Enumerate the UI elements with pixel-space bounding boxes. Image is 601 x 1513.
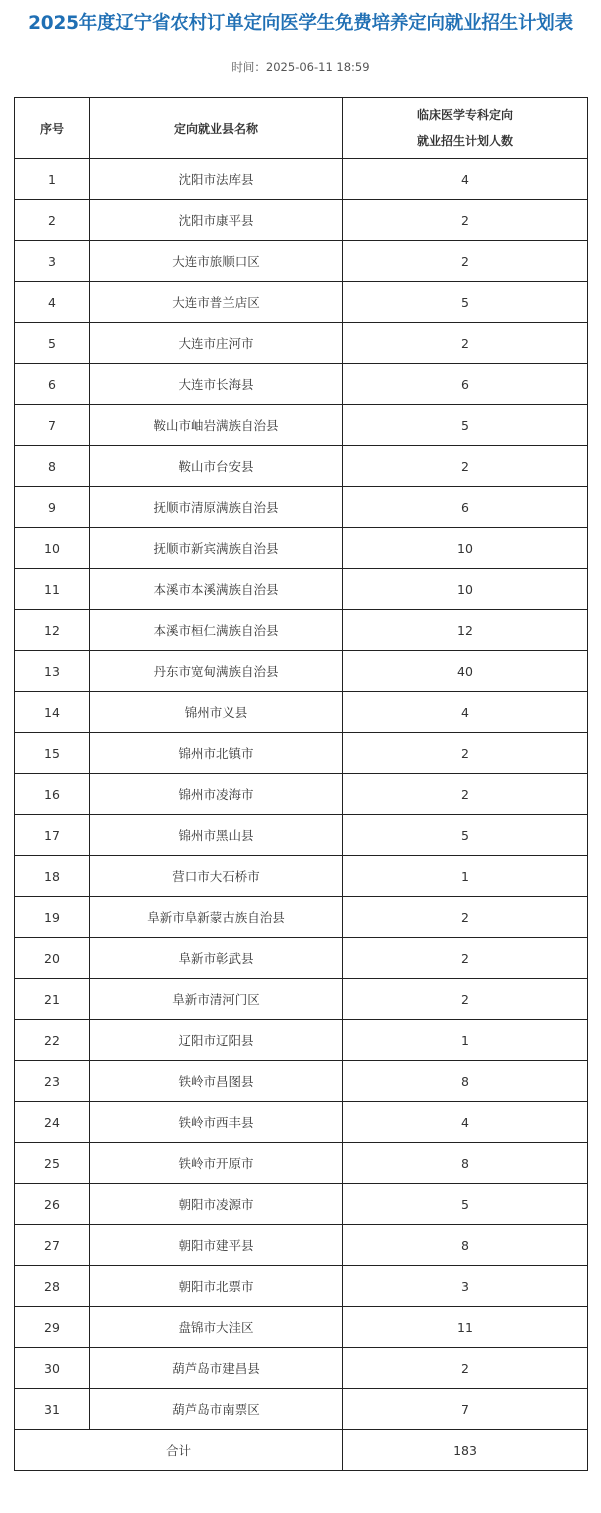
publish-time xyxy=(0,59,601,75)
row-county-name: 朝阳市凌源市 xyxy=(90,1184,343,1225)
row-county-name: 阜新市清河门区 xyxy=(90,979,343,1020)
row-county-name: 锦州市凌海市 xyxy=(90,774,343,815)
table-row xyxy=(15,979,588,1020)
row-no: 18 xyxy=(15,856,90,897)
row-county-name: 本溪市桓仁满族自治县 xyxy=(90,610,343,651)
row-plan-count: 4 xyxy=(343,159,588,200)
row-county-name: 本溪市本溪满族自治县 xyxy=(90,569,343,610)
row-no: 27 xyxy=(15,1225,90,1266)
table-header-row xyxy=(15,98,588,159)
table-row xyxy=(15,487,588,528)
row-plan-count: 2 xyxy=(343,897,588,938)
row-no: 12 xyxy=(15,610,90,651)
row-plan-count: 6 xyxy=(343,487,588,528)
table-row xyxy=(15,1184,588,1225)
row-no: 28 xyxy=(15,1266,90,1307)
row-county-name: 朝阳市建平县 xyxy=(90,1225,343,1266)
row-plan-count: 2 xyxy=(343,241,588,282)
row-no: 25 xyxy=(15,1143,90,1184)
row-county-name: 营口市大石桥市 xyxy=(90,856,343,897)
row-county-name: 锦州市黑山县 xyxy=(90,815,343,856)
row-plan-count: 40 xyxy=(343,651,588,692)
row-plan-count: 2 xyxy=(343,323,588,364)
row-plan-count: 2 xyxy=(343,979,588,1020)
row-county-name: 鞍山市台安县 xyxy=(90,446,343,487)
row-county-name: 辽阳市辽阳县 xyxy=(90,1020,343,1061)
table-row xyxy=(15,1020,588,1061)
row-no: 6 xyxy=(15,364,90,405)
table-body xyxy=(15,159,588,1471)
table-row xyxy=(15,282,588,323)
table-row xyxy=(15,774,588,815)
row-county-name: 沈阳市法库县 xyxy=(90,159,343,200)
row-no: 15 xyxy=(15,733,90,774)
row-plan-count: 10 xyxy=(343,528,588,569)
row-no: 3 xyxy=(15,241,90,282)
row-plan-count: 1 xyxy=(343,1020,588,1061)
row-county-name: 铁岭市开原市 xyxy=(90,1143,343,1184)
row-plan-count: 10 xyxy=(343,569,588,610)
row-plan-count: 6 xyxy=(343,364,588,405)
table-row xyxy=(15,1143,588,1184)
row-no: 10 xyxy=(15,528,90,569)
total-count: 183 xyxy=(343,1430,588,1471)
row-plan-count: 2 xyxy=(343,938,588,979)
table-row xyxy=(15,1061,588,1102)
row-county-name: 大连市旅顺口区 xyxy=(90,241,343,282)
table-row xyxy=(15,651,588,692)
row-plan-count: 11 xyxy=(343,1307,588,1348)
row-county-name: 鞍山市岫岩满族自治县 xyxy=(90,405,343,446)
row-plan-count: 2 xyxy=(343,446,588,487)
row-no: 17 xyxy=(15,815,90,856)
table-row xyxy=(15,1348,588,1389)
publish-time-label: 时间： xyxy=(231,60,266,74)
row-no: 23 xyxy=(15,1061,90,1102)
row-county-name: 阜新市阜新蒙古族自治县 xyxy=(90,897,343,938)
table-row xyxy=(15,446,588,487)
row-no: 31 xyxy=(15,1389,90,1430)
row-no: 7 xyxy=(15,405,90,446)
total-label: 合计 xyxy=(15,1430,343,1471)
table-row xyxy=(15,1307,588,1348)
header-county-name: 定向就业县名称 xyxy=(90,98,343,159)
table-row xyxy=(15,1266,588,1307)
row-county-name: 阜新市彰武县 xyxy=(90,938,343,979)
row-no: 24 xyxy=(15,1102,90,1143)
row-no: 22 xyxy=(15,1020,90,1061)
row-county-name: 抚顺市清原满族自治县 xyxy=(90,487,343,528)
row-no: 1 xyxy=(15,159,90,200)
header-plan-count-line2: 就业招生计划人数 xyxy=(416,134,513,148)
table-row xyxy=(15,1389,588,1430)
row-plan-count: 1 xyxy=(343,856,588,897)
table-row xyxy=(15,610,588,651)
row-plan-count: 5 xyxy=(343,405,588,446)
row-no: 9 xyxy=(15,487,90,528)
row-no: 2 xyxy=(15,200,90,241)
row-county-name: 大连市普兰店区 xyxy=(90,282,343,323)
row-county-name: 抚顺市新宾满族自治县 xyxy=(90,528,343,569)
row-county-name: 朝阳市北票市 xyxy=(90,1266,343,1307)
table-row xyxy=(15,815,588,856)
row-plan-count: 12 xyxy=(343,610,588,651)
row-no: 21 xyxy=(15,979,90,1020)
table-row xyxy=(15,528,588,569)
row-county-name: 大连市长海县 xyxy=(90,364,343,405)
table-row xyxy=(15,938,588,979)
row-plan-count: 5 xyxy=(343,815,588,856)
header-no: 序号 xyxy=(15,98,90,159)
table-row xyxy=(15,692,588,733)
row-plan-count: 4 xyxy=(343,692,588,733)
row-county-name: 大连市庄河市 xyxy=(90,323,343,364)
table-row xyxy=(15,856,588,897)
table-row xyxy=(15,569,588,610)
row-plan-count: 5 xyxy=(343,282,588,323)
row-plan-count: 7 xyxy=(343,1389,588,1430)
table-row xyxy=(15,364,588,405)
row-county-name: 铁岭市昌图县 xyxy=(90,1061,343,1102)
row-county-name: 盘锦市大洼区 xyxy=(90,1307,343,1348)
row-plan-count: 2 xyxy=(343,1348,588,1389)
row-no: 26 xyxy=(15,1184,90,1225)
publish-time-value: 2025-06-11 18:59 xyxy=(265,60,370,74)
row-county-name: 铁岭市西丰县 xyxy=(90,1102,343,1143)
row-no: 30 xyxy=(15,1348,90,1389)
row-plan-count: 8 xyxy=(343,1061,588,1102)
row-county-name: 葫芦岛市建昌县 xyxy=(90,1348,343,1389)
table-row xyxy=(15,1225,588,1266)
row-county-name: 锦州市义县 xyxy=(90,692,343,733)
row-no: 5 xyxy=(15,323,90,364)
row-no: 20 xyxy=(15,938,90,979)
row-no: 8 xyxy=(15,446,90,487)
table-row xyxy=(15,1102,588,1143)
row-no: 4 xyxy=(15,282,90,323)
row-plan-count: 4 xyxy=(343,1102,588,1143)
enrollment-plan-table xyxy=(14,97,588,1471)
row-no: 29 xyxy=(15,1307,90,1348)
table-total-row xyxy=(15,1430,588,1471)
row-county-name: 锦州市北镇市 xyxy=(90,733,343,774)
row-no: 14 xyxy=(15,692,90,733)
row-no: 19 xyxy=(15,897,90,938)
table-row xyxy=(15,897,588,938)
row-plan-count: 8 xyxy=(343,1225,588,1266)
row-no: 16 xyxy=(15,774,90,815)
table-row xyxy=(15,200,588,241)
table-row xyxy=(15,159,588,200)
row-county-name: 葫芦岛市南票区 xyxy=(90,1389,343,1430)
header-plan-count xyxy=(343,98,588,159)
row-plan-count: 2 xyxy=(343,733,588,774)
row-county-name: 丹东市宽甸满族自治县 xyxy=(90,651,343,692)
table-row xyxy=(15,405,588,446)
row-plan-count: 2 xyxy=(343,774,588,815)
row-plan-count: 3 xyxy=(343,1266,588,1307)
row-no: 11 xyxy=(15,569,90,610)
row-county-name: 沈阳市康平县 xyxy=(90,200,343,241)
table-row xyxy=(15,733,588,774)
table-row xyxy=(15,323,588,364)
row-plan-count: 2 xyxy=(343,200,588,241)
page-title: 2025年度辽宁省农村订单定向医学生免费培养定向就业招生计划表 xyxy=(28,13,573,34)
header-plan-count-line1: 临床医学专科定向 xyxy=(416,108,513,122)
row-no: 13 xyxy=(15,651,90,692)
row-plan-count: 8 xyxy=(343,1143,588,1184)
row-plan-count: 5 xyxy=(343,1184,588,1225)
table-row xyxy=(15,241,588,282)
